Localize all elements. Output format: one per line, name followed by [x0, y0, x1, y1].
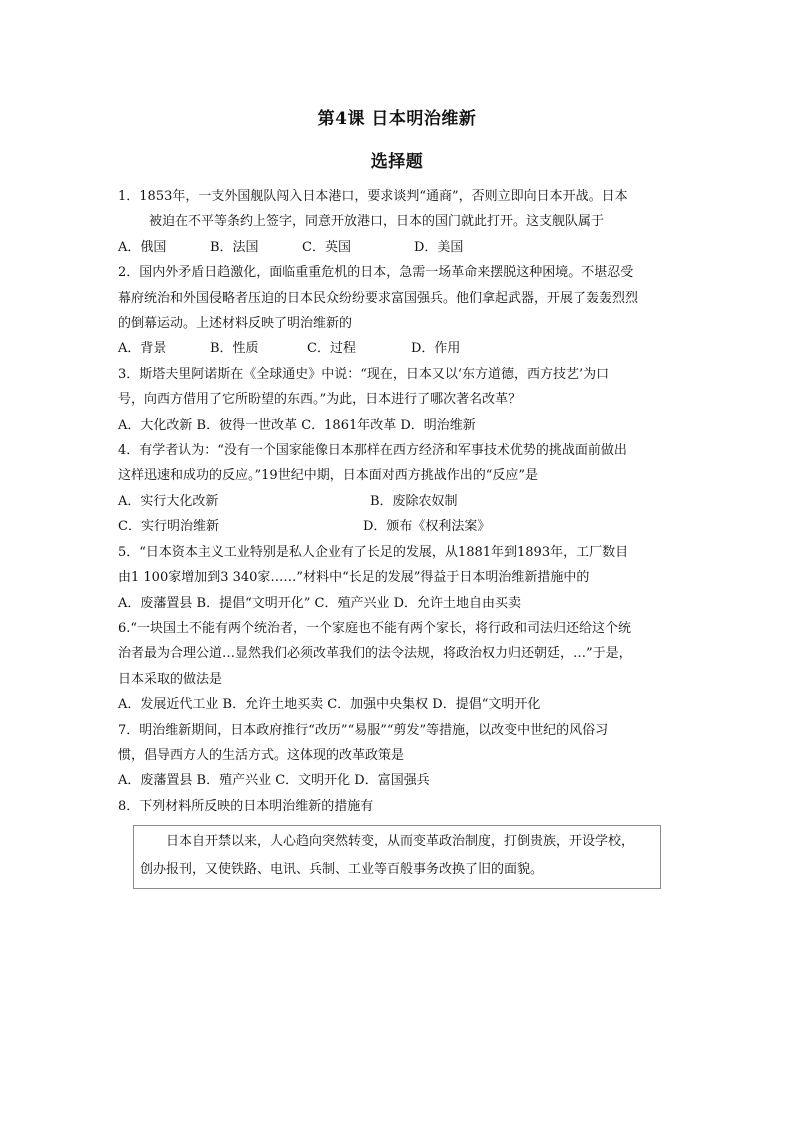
quote-line: 创办报刊，又使铁路、电讯、兵制、工业等百般事务改换了旧的面貌。 — [140, 862, 544, 878]
quote-line: 日本自开禁以来，人心趋向突然转变，从而变革政治制度，打倒贵族，开设学校， — [166, 834, 635, 850]
question-text-line: 5．“日本资本主义工业特别是私人企业有了长足的发展，从1881年到1893年，工厂数目 — [118, 544, 629, 560]
question-text-line: 1．1853年，一支外国舰队闯入日本港口，要求谈判“通商”，否则立即向日本开战。日本 — [118, 189, 628, 204]
source-material-box — [133, 825, 661, 889]
question-1 — [118, 184, 688, 260]
section-heading: 选择题 — [370, 152, 424, 172]
question-8 — [118, 794, 688, 889]
option-c: C．过程 — [307, 341, 356, 357]
answer-options: A．发展近代工业 B．允许土地买卖 C．加强中央集权 D．提倡“文明开化 — [118, 697, 541, 713]
question-text-line: 号，向西方借用了它所盼望的东西。”为此，日本进行了哪次著名改革？ — [118, 392, 522, 408]
question-2 — [118, 260, 688, 362]
question-text-line: 这样迅速和成功的反应。”19世纪中期，日本面对西方挑战作出的“反应”是 — [118, 468, 538, 484]
option-b: B．法国 — [210, 239, 259, 255]
question-text-line: 被迫在不平等条约上签字，同意开放港口，日本的国门就此打开。这支舰队属于 — [149, 214, 605, 230]
question-text-line: 6.“一块国土不能有两个统治者，一个家庭也不能有两个家长，将行政和司法归还给这个统 — [118, 620, 632, 636]
question-text-line: 4．有学者认为：“没有一个国家能像日本那样在西方经济和军事技术优势的挑战面前做出 — [118, 443, 627, 459]
option-a: A．俄国 — [118, 239, 167, 255]
question-list — [118, 184, 688, 889]
answer-options — [118, 235, 688, 260]
answer-options: A．废藩置县 B．殖产兴业 C．文明开化 D．富国强兵 — [118, 773, 430, 789]
answer-options: A．废藩置县 B．提倡“文明开化” C．殖产兴业 D．允许土地自由买卖 — [118, 595, 522, 611]
question-text-line: 幕府统治和外国侵略者压迫的日本民众纷纷要求富国强兵。他们拿起武器，开展了轰轰烈烈 — [118, 290, 639, 306]
question-text-line: 8．下列材料所反映的日本明治维新的措施有 — [118, 798, 374, 814]
option-d: D．美国 — [414, 239, 464, 255]
question-3 — [118, 362, 688, 438]
question-text-line: 治者最为合理公道…显然我们必须改革我们的法令法规，将政治权力归还朝廷，…”于是， — [118, 646, 632, 662]
question-text-line: 3．斯塔夫里阿诺斯在《全球通史》中说：“现在，日本又以‘东方道德，西方技艺’为口 — [118, 366, 610, 382]
option-a: A．实行大化改新 — [118, 493, 219, 509]
answer-options-row — [118, 489, 688, 514]
option-c: C．英国 — [302, 239, 351, 255]
question-text-line: 由1 100家增加到3 340家……”材料中“长足的发展”得益于日本明治维新措施中的 — [118, 570, 590, 586]
question-5 — [118, 540, 688, 616]
answer-options — [118, 336, 688, 361]
question-text-line: 日本采取的做法是 — [118, 671, 223, 687]
question-4 — [118, 438, 688, 540]
option-b: B．废除农奴制 — [370, 493, 458, 509]
question-text-line: 的倒幕运动。上述材料反映了明治维新的 — [118, 316, 353, 332]
question-7 — [118, 718, 688, 794]
page-title: 第4课 日本明治维新 — [317, 109, 477, 129]
answer-options: A．大化改新 B．彼得一世改革 C．1861年改革 D．明治维新 — [118, 417, 476, 433]
option-a: A．背景 — [118, 341, 167, 357]
option-d: D．作用 — [411, 341, 461, 357]
question-text-line: 惯，倡导西方人的生活方式。这体现的改革政策是 — [118, 747, 405, 763]
question-6 — [118, 616, 688, 718]
option-d: D．颁布《权利法案》 — [363, 519, 491, 535]
answer-options-row — [118, 514, 688, 539]
option-b: B．性质 — [210, 341, 259, 357]
question-text-line: 2．国内外矛盾日趋激化，面临重重危机的日本，急需一场革命来摆脱这种困境。不堪忍受 — [118, 265, 634, 281]
option-c: C．实行明治维新 — [118, 519, 219, 535]
question-text-line: 7．明治维新期间，日本政府推行“改历”“易服”“剪发”等措施，以改变中世纪的风俗习 — [118, 722, 609, 738]
